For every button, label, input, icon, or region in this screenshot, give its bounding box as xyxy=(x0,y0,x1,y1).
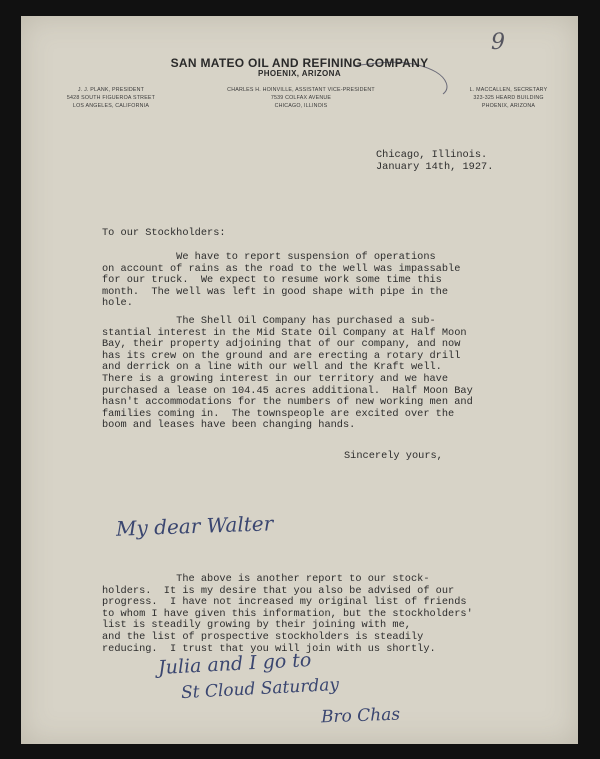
officer-city: LOS ANGELES, CALIFORNIA xyxy=(72,103,150,109)
paragraph-suspension: We have to report suspension of operations on account of rains as the road to the well was impassable for our truck. We expect to resume work some time this month. The well was left in good shape with pipe in the hole. xyxy=(102,251,461,310)
salutation: To our Stockholders: xyxy=(102,227,226,239)
letter-page xyxy=(21,16,578,744)
officer-secretary xyxy=(451,86,566,110)
handwritten-greeting: My dear Walter xyxy=(115,511,274,541)
officer-name: J. J. PLANK, PRESIDENT xyxy=(77,87,145,93)
closing: Sincerely yours, xyxy=(344,450,443,462)
corner-pencil-mark: 9 xyxy=(491,30,505,55)
officer-vice-president xyxy=(216,86,386,110)
letter-place: Chicago, Illinois. xyxy=(376,149,488,161)
company-city: PHOENIX, ARIZONA xyxy=(258,69,341,78)
officer-address: 7539 COLFAX AVENUE xyxy=(270,95,332,101)
officer-city: PHOENIX, ARIZONA xyxy=(481,103,536,109)
officer-name: L. MACCALLEN, SECRETARY xyxy=(469,87,548,93)
handwritten-signature: Bro Chas xyxy=(320,704,401,728)
officer-address: 5428 SOUTH FIGUEROA STREET xyxy=(66,95,156,101)
officer-address: 323-325 HEARD BUILDING xyxy=(473,95,544,101)
handwritten-note-line2: St Cloud Saturday xyxy=(180,674,340,704)
officer-name: CHARLES H. HOINVILLE, ASSISTANT VICE-PRESIDENT xyxy=(227,87,375,93)
officer-city: CHICAGO, ILLINOIS xyxy=(274,103,328,109)
company-name: SAN MATEO OIL AND REFINING COMPANY xyxy=(170,56,429,70)
dateline xyxy=(376,150,493,173)
paragraph-personal-note: The above is another report to our stock- holders. It is my desire that you also be advised of our progress. I have not increased my original list of friends to whom I have given this information, but the stockholders' list is steadily growing by their joining with me, and the list of prospective stockholders is steadily reducing. I trust that you will join with us shortly. xyxy=(102,573,473,655)
letter-date: January 14th, 1927. xyxy=(376,160,494,173)
handwritten-note-line1: Julia and I go to xyxy=(157,649,312,679)
paragraph-shell-oil: The Shell Oil Company has purchased a sub- stantial interest in the Mid State Oil Company at Half Moon Bay, their property adjoining that of our company, and now has its crew on the ground and are erecting a rotary drill and derrick on a line with our well and the Kraft well. There is a growing interest in our territory and we have purchased a lease on 104.45 acres additional. Half Moon Bay hasn't accommodations for the numbers of new working men and families coming in. The townspeople are excited over the boom and leases have been changing hands. xyxy=(102,315,473,432)
officer-president xyxy=(51,86,171,110)
